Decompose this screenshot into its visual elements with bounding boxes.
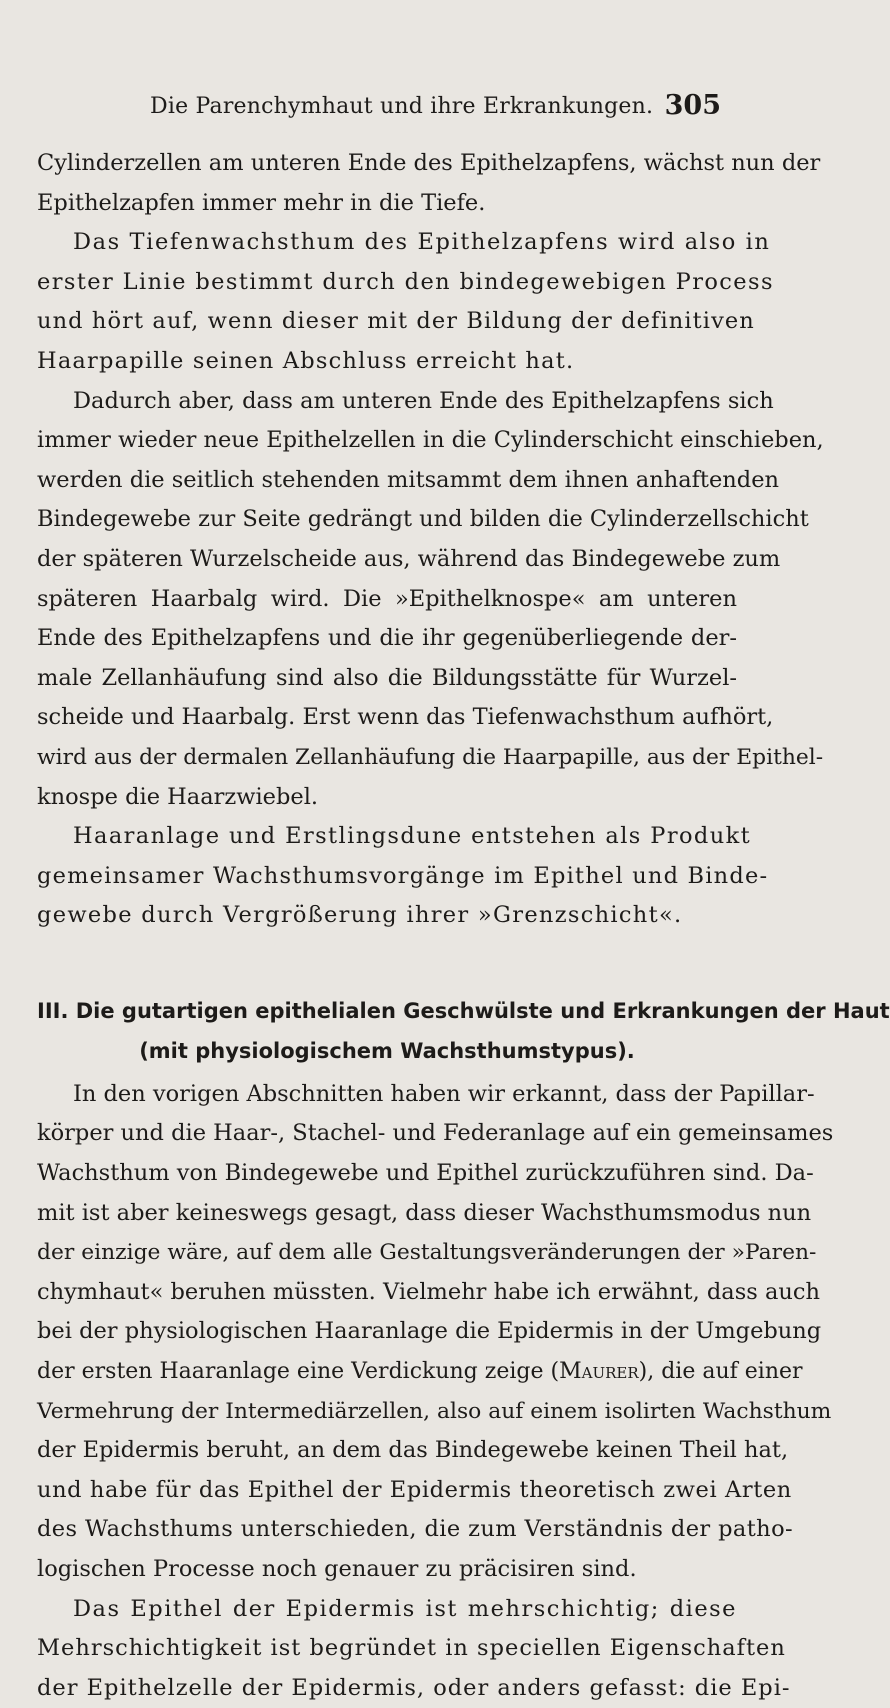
text-line: bei der physiologischen Haaranlage die Epidermis in der Umgebung bbox=[37, 1318, 822, 1345]
body-text bbox=[37, 144, 890, 1708]
author-name: Maurer bbox=[559, 1359, 639, 1385]
text-line: Vermehrung der Intermediärzellen, also auf einem isolirten Wachsthum bbox=[37, 1398, 832, 1424]
running-header bbox=[0, 90, 801, 130]
text-line: Haaranlage und Erstlingsdune entstehen als Produkt bbox=[73, 823, 752, 850]
text-line: späteren Haarbalg wird. Die »Epithelknospe« am unteren bbox=[37, 585, 737, 612]
text-line: Haarpapille seinen Abschluss erreicht hat. bbox=[37, 347, 575, 374]
text-line: Epithelzapfen immer mehr in die Tiefe. bbox=[37, 189, 486, 216]
page-number: 305 bbox=[664, 90, 721, 121]
text-line: der späteren Wurzelscheide aus, während das Bindegewebe zum bbox=[37, 545, 781, 572]
text-line: Das Epithel der Epidermis ist mehrschichtig; diese bbox=[73, 1595, 737, 1622]
text-line: Wachsthum von Bindegewebe und Epithel zurückzuführen sind. Da- bbox=[37, 1160, 814, 1187]
text-line: und hört auf, wenn dieser mit der Bildung der definitiven bbox=[37, 308, 755, 335]
text-line: wird aus der dermalen Zellanhäufung die Haarpapille, aus der Epithel- bbox=[37, 744, 824, 770]
text-line: Ende des Epithelzapfens und die ihr gegenüberliegende der- bbox=[37, 625, 737, 652]
paragraph bbox=[37, 382, 824, 818]
paragraph bbox=[37, 817, 769, 936]
text-line: gewebe durch Vergrößerung ihrer »Grenzschicht«. bbox=[37, 902, 683, 929]
section-heading bbox=[37, 991, 890, 1071]
text-line: immer wieder neue Epithelzellen in die Cylinderschicht einschieben, bbox=[37, 427, 824, 454]
text-line: werden die seitlich stehenden mitsammt dem ihnen anhaftenden bbox=[37, 466, 779, 493]
paragraph bbox=[37, 144, 821, 223]
paragraph bbox=[37, 223, 774, 381]
paragraph bbox=[37, 1590, 791, 1708]
text-line: In den vorigen Abschnitten haben wir erkannt, dass der Papillar- bbox=[73, 1080, 815, 1107]
running-title: Die Parenchymhaut und ihre Erkrankungen. bbox=[150, 94, 654, 119]
paragraph bbox=[37, 1075, 834, 1590]
text-line: mit ist aber keineswegs gesagt, dass dieser Wachsthumsmodus nun bbox=[37, 1199, 812, 1226]
text-line: logischen Processe noch genauer zu präcisiren sind. bbox=[37, 1556, 637, 1582]
text-line: gemeinsamer Wachsthumsvorgänge im Epithel und Binde- bbox=[37, 862, 769, 889]
text-line: knospe die Haarzwiebel. bbox=[37, 783, 319, 810]
text-line: der einzige wäre, auf dem alle Gestaltungsveränderungen der »Paren- bbox=[37, 1240, 817, 1266]
text-segment: der ersten Haaranlage eine Verdickung zeige ( bbox=[37, 1359, 560, 1385]
text-line: chymhaut« beruhen müssten. Vielmehr habe ich erwähnt, dass auch bbox=[37, 1278, 820, 1305]
text-line: der Epithelzelle der Epidermis, oder anders gefasst: die Epi- bbox=[37, 1674, 791, 1701]
text-line: der Epidermis beruht, an dem das Bindegewebe keinen Theil hat, bbox=[37, 1437, 789, 1464]
text-line: Bindegewebe zur Seite gedrängt und bilden die Cylinderzellschicht bbox=[37, 506, 809, 533]
text-line: male Zellanhäufung sind also die Bildungsstätte für Wurzel- bbox=[37, 664, 737, 691]
text-line: Das Tiefenwachsthum des Epithelzapfens wird also in bbox=[73, 229, 771, 256]
text-line: des Wachsthums unterschieden, die zum Verständnis der patho- bbox=[37, 1516, 794, 1543]
text-line: Dadurch aber, dass am unteren Ende des Epithelzapfens sich bbox=[73, 387, 774, 414]
text-line: körper und die Haar-, Stachel- und Federanlage auf ein gemeinsames bbox=[37, 1120, 834, 1147]
section-heading-subtitle: (mit physiologischem Wachsthumstypus). bbox=[139, 1038, 635, 1063]
text-line: erster Linie bestimmt durch den bindegewebigen Process bbox=[37, 268, 774, 295]
text-line: scheide und Haarbalg. Erst wenn das Tiefenwachsthum aufhört, bbox=[37, 704, 774, 731]
text-line bbox=[37, 1352, 803, 1392]
text-line: und habe für das Epithel der Epidermis theoretisch zwei Arten bbox=[37, 1476, 792, 1503]
text-line: Mehrschichtigkeit ist begründet in speciellen Eigenschaften bbox=[37, 1635, 786, 1662]
text-segment: ), die auf einer bbox=[638, 1359, 803, 1385]
text-line: Cylinderzellen am unteren Ende des Epithelzapfens, wächst nun der bbox=[37, 150, 821, 176]
section-heading-title: III. Die gutartigen epithelialen Geschwülste und Erkrankungen der Haut bbox=[37, 998, 890, 1023]
